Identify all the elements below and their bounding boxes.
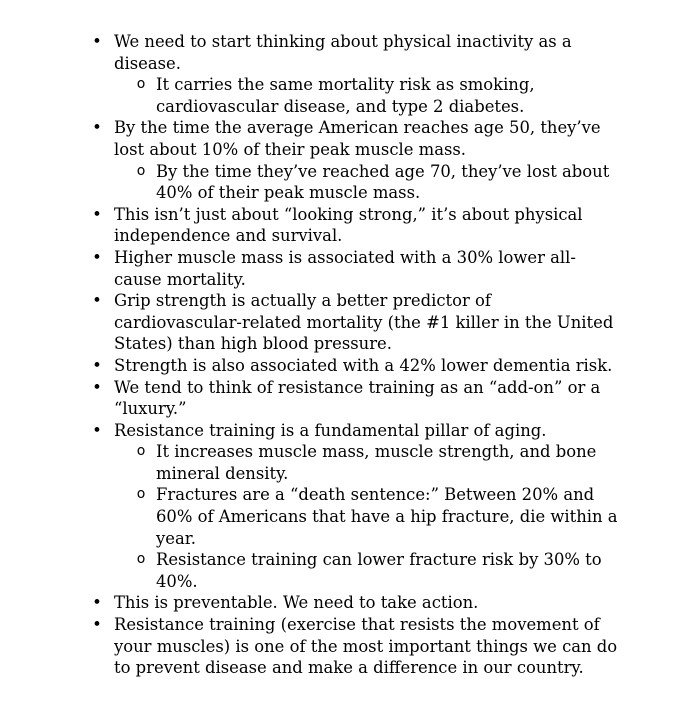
bullet-dot-icon: •: [92, 355, 102, 375]
bullet-dot-icon: •: [92, 593, 102, 613]
list-item-text: By the time the average American reaches age 50, they’ve lost about 10% of their peak muscle mass.: [114, 118, 601, 159]
sub-list-item: [136, 74, 623, 117]
sub-list-item: [136, 549, 623, 592]
list-item: [0, 377, 687, 420]
bullet-dot-icon: •: [92, 204, 102, 224]
list-item: [0, 290, 687, 355]
list-item-text: We tend to think of resistance training as an “add-on” or a “luxury.”: [114, 377, 601, 419]
bullet-dot-icon: •: [92, 32, 102, 51]
document-body: [0, 31, 687, 679]
bullet-dot-icon: •: [92, 420, 102, 440]
list-item: [0, 31, 687, 117]
sub-list-item-text: Fractures are a “death sentence:” Between 20% and 60% of Americans that have a hip fracture, die within a year.: [156, 485, 618, 548]
bullet-circle-icon: o: [136, 76, 146, 93]
bullet-dot-icon: •: [92, 118, 102, 138]
sub-list-item-text: It carries the same mortality risk as smoking, cardiovascular disease, and type 2 diabetes.: [156, 75, 535, 116]
list-item-text: Resistance training (exercise that resists the movement of your muscles) is one of the most important things we can do to prevent disease and make a difference in our country.: [114, 615, 618, 678]
sub-list-item: [136, 441, 623, 484]
sub-list: [114, 74, 623, 117]
sub-list: [114, 441, 623, 592]
sub-list-item: [136, 484, 623, 549]
list-item: [0, 204, 687, 247]
bullet-list: [0, 31, 687, 679]
list-item: [0, 592, 687, 614]
list-item: [0, 247, 687, 290]
bullet-circle-icon: o: [136, 486, 146, 503]
list-item-text: We need to start thinking about physical inactivity as a disease.: [114, 32, 572, 73]
bullet-circle-icon: o: [136, 551, 146, 568]
list-item-text: This is preventable. We need to take action.: [114, 593, 479, 613]
list-item: [0, 117, 687, 203]
list-item-text: This isn’t just about “looking strong,” it’s about physical independence and survival.: [114, 204, 583, 246]
sub-list-item-text: By the time they’ve reached age 70, they’ve lost about 40% of their peak muscle mass.: [156, 161, 610, 203]
bullet-dot-icon: •: [92, 377, 102, 397]
bullet-dot-icon: •: [92, 291, 102, 311]
bullet-dot-icon: •: [92, 247, 102, 267]
list-item-text: Grip strength is actually a better predictor of cardiovascular-related mortality (the #1 killer in the United States) than high blood pressure.: [114, 291, 614, 354]
list-item: [0, 355, 687, 377]
bullet-circle-icon: o: [136, 162, 146, 179]
list-item: [0, 420, 687, 593]
list-item-text: Strength is also associated with a 42% lower dementia risk.: [114, 355, 613, 375]
list-item-text: Higher muscle mass is associated with a 30% lower all-cause mortality.: [114, 247, 576, 289]
sub-list-item-text: It increases muscle mass, muscle strength, and bone mineral density.: [156, 442, 597, 483]
list-item: [0, 614, 687, 679]
bullet-circle-icon: o: [136, 443, 146, 460]
sub-list: [114, 161, 623, 204]
sub-list-item: [136, 161, 623, 204]
sub-list-item-text: Resistance training can lower fracture risk by 30% to 40%.: [156, 550, 602, 591]
bullet-dot-icon: •: [92, 615, 102, 635]
list-item-text: Resistance training is a fundamental pillar of aging.: [114, 420, 547, 440]
